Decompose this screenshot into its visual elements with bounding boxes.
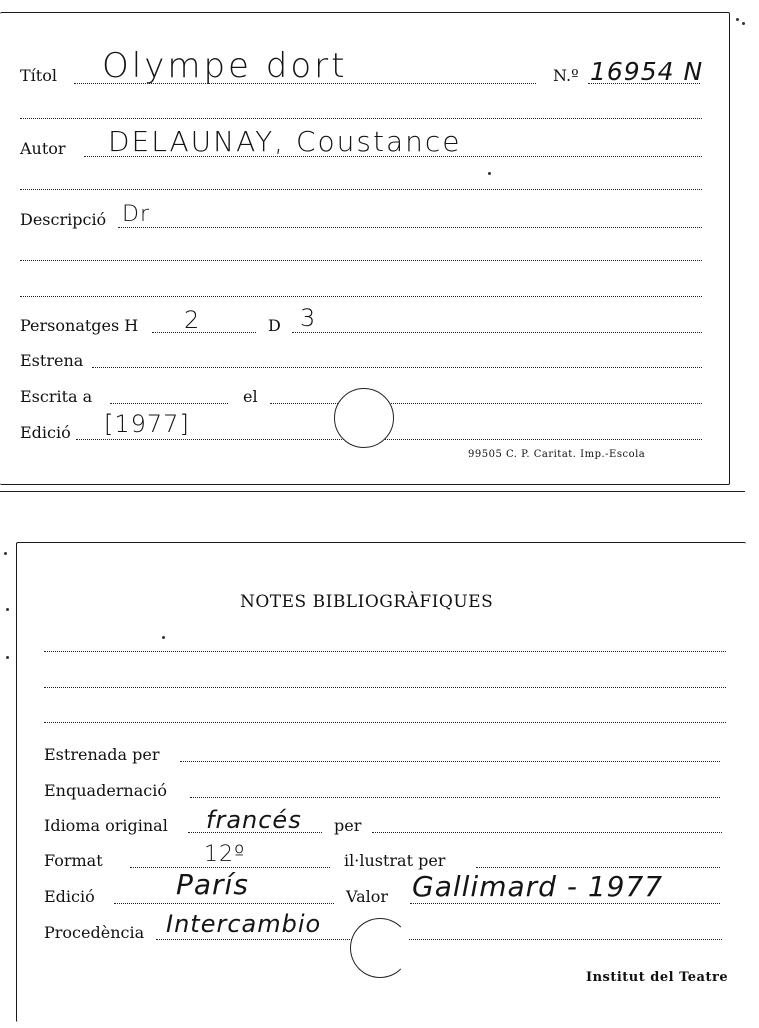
by-label: per	[334, 816, 362, 835]
description-line-3	[20, 296, 702, 297]
format-label: Format	[44, 851, 103, 870]
bottom-edition-label: Edició	[44, 887, 95, 906]
value-line	[410, 903, 720, 904]
written-label: Escrita a	[20, 387, 93, 406]
original-language-value: francés	[206, 806, 302, 834]
scan-speck	[488, 172, 491, 175]
title-label: Títol	[20, 66, 57, 85]
punch-hole-bottom	[350, 918, 410, 978]
number-label: N.º	[553, 66, 579, 85]
title-continuation-line	[20, 118, 702, 119]
original-language-label: Idioma original	[44, 816, 168, 835]
premiered-by-label: Estrenada per	[44, 745, 160, 764]
premiered-by-line	[180, 761, 720, 762]
premiere-dotted-line	[92, 367, 702, 368]
description-line-2	[20, 260, 702, 261]
card-divider-line	[0, 491, 745, 492]
description-dotted-line	[118, 227, 702, 228]
edition-label: Edició	[20, 423, 71, 442]
provenance-value: Intercambio	[166, 910, 322, 938]
notes-line-3	[44, 722, 726, 723]
characters-d-line	[292, 332, 702, 333]
scan-speck	[4, 552, 7, 555]
scan-speck	[162, 636, 165, 639]
scan-speck	[736, 18, 739, 21]
author-continuation-line	[20, 189, 702, 190]
bottom-edition-line	[114, 903, 334, 904]
format-value: 12º	[204, 842, 246, 867]
notes-line-2	[44, 687, 726, 688]
value-label: Valor	[346, 887, 389, 906]
written-el-label: el	[243, 387, 258, 406]
binding-label: Enquadernació	[44, 781, 167, 800]
author-value: DELAUNAY, Coustance	[108, 125, 462, 158]
characters-d-label: D	[268, 316, 281, 335]
scan-speck	[6, 656, 9, 659]
description-label: Descripció	[20, 210, 107, 229]
punch-hole-top	[334, 388, 394, 448]
description-value: Dr	[122, 202, 150, 227]
characters-label: Personatges H	[20, 316, 139, 335]
value-value: Gallimard - 1977	[412, 870, 664, 903]
characters-h-value: 2	[184, 306, 201, 334]
edition-dotted-line	[76, 439, 702, 440]
notes-heading: NOTES BIBLIOGRÀFIQUES	[240, 592, 494, 612]
written-date-line	[270, 403, 702, 404]
provenance-label: Procedència	[44, 923, 145, 942]
binding-line	[190, 797, 720, 798]
provenance-line	[156, 939, 722, 940]
notes-line-1	[44, 651, 726, 652]
institution-stamp: Institut del Teatre	[586, 970, 729, 985]
written-place-line	[110, 403, 228, 404]
premiere-label: Estrena	[20, 351, 84, 370]
edition-value: [1977]	[104, 410, 190, 438]
illustrated-label: il·lustrat per	[344, 851, 446, 870]
translator-line	[372, 832, 722, 833]
author-label: Autor	[20, 139, 66, 158]
bottom-edition-value: París	[176, 868, 249, 901]
scan-speck	[6, 608, 9, 611]
number-value: 16954 N	[590, 57, 704, 86]
scan-speck	[742, 22, 745, 25]
title-value: Olympe dort	[102, 46, 348, 86]
illustrator-line	[476, 867, 720, 868]
characters-d-value: 3	[300, 304, 317, 332]
printer-imprint: 99505 C. P. Caritat. Imp.-Escola	[468, 449, 646, 460]
characters-h-line	[152, 332, 256, 333]
